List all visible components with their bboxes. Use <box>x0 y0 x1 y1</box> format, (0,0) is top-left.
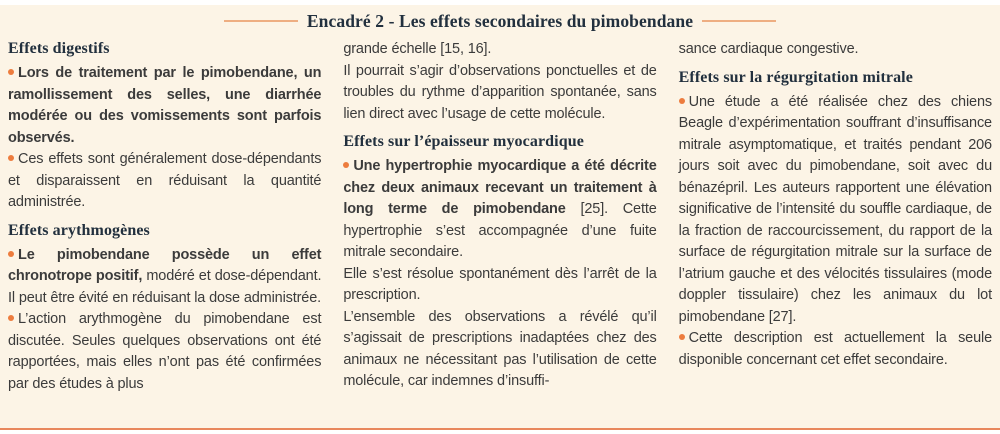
paragraph <box>343 61 656 126</box>
section-heading: Effets sur l’épaisseur myocardique <box>343 133 584 150</box>
bullet-icon <box>8 251 14 257</box>
title-rule-left <box>224 20 298 22</box>
bullet-icon <box>8 69 14 75</box>
bullet-paragraph <box>8 149 321 214</box>
text-column <box>8 39 321 395</box>
title-rule-right <box>702 20 776 22</box>
emphasis-text: Une hypertrophie myocardique a été décrite chez deux animaux recevant un traitement à long terme de pimobendane <box>343 158 657 217</box>
body-text: L’ensemble des observations a révélé qu’il s’agissait de prescriptions inadaptées chez des animaux ne nécessitant pas l’utilisation de cette molécule, car indemnes d’insuffi- <box>343 308 657 389</box>
body-text: modéré et dose-dépendant. Il peut être évité en réduisant la dose administrée. <box>8 268 322 306</box>
body-text: Elle s’est résolue spontanément dès l’arrêt de la prescription. <box>343 265 657 303</box>
section-heading: Effets digestifs <box>8 40 110 57</box>
bullet-paragraph <box>8 309 321 395</box>
text-column <box>679 39 992 395</box>
box-title: Encadré 2 - Les effets secondaires du pimobendane <box>306 10 694 31</box>
bullet-icon <box>8 155 14 161</box>
emphasis-text: Lors de traitement par le pimobendane, un ramollissement des selles, une diarrhée modérée ou des vomissements sont parfois observés. <box>8 65 322 146</box>
body-text: Une étude a été réalisée chez des chiens Beagle d’expérimentation souffrant d’insuffisance mitrale asymptomatique, et traités pendant 206 jours soit avec du pimobendane, soit avec du bénazépril. Les auteurs rapportent une élévation significative de l’intensité du souffle cardiaque, de la fraction de raccourcissement, du rapport de la surface de régurgitation mitrale sur la surface de l’atrium gauche et des vélocités tissulaires (mode doppler tissulaire) chez les animaux du lot pimobendane [27]. <box>678 93 992 325</box>
encadre-box <box>0 5 1000 430</box>
bullet-paragraph <box>8 245 321 310</box>
paragraph <box>343 264 656 307</box>
paragraph <box>343 39 656 61</box>
box-header <box>8 8 992 34</box>
bullet-paragraph <box>8 63 321 149</box>
bullet-icon <box>679 334 685 340</box>
body-text: Cette description est actuellement la seule disponible concernant cet effet secondaire. <box>678 330 992 368</box>
body-text: Il pourrait s’agir d’observations ponctuelles et de troubles du rythme d’apparition spontanée, sans lien direct avec l’usage de cette molécule. <box>343 62 657 122</box>
body-text: sance cardiaque congestive. <box>678 41 859 57</box>
body-text: L’action arythmogène du pimobendane est discutée. Seules quelques observations ont été rapportées, mais elles n’ont pas été confirmées par des études à plus <box>8 311 322 392</box>
bullet-paragraph <box>679 328 992 371</box>
emphasis-text: Le pimobendane possède un effet chronotrope positif, <box>8 246 322 284</box>
bullet-icon <box>343 162 349 168</box>
body-text: Ces effets sont généralement dose-dépendants et disparaissent en réduisant la quantité administrée. <box>8 151 322 210</box>
paragraph <box>343 307 656 393</box>
paragraph <box>679 39 992 61</box>
bullet-paragraph <box>343 156 656 264</box>
section-heading: Effets arythmogènes <box>8 221 150 239</box>
text-columns <box>8 39 992 395</box>
body-text: grande échelle [15, 16]. <box>343 41 492 57</box>
bullet-icon <box>679 98 685 104</box>
bullet-paragraph <box>679 92 992 329</box>
text-column <box>343 39 656 395</box>
body-text: [25]. Cette hypertrophie s’est accompagnée d’une fuite mitrale secondaire. <box>343 201 657 260</box>
bullet-icon <box>8 315 14 321</box>
section-heading: Effets sur la régurgitation mitrale <box>678 68 913 86</box>
